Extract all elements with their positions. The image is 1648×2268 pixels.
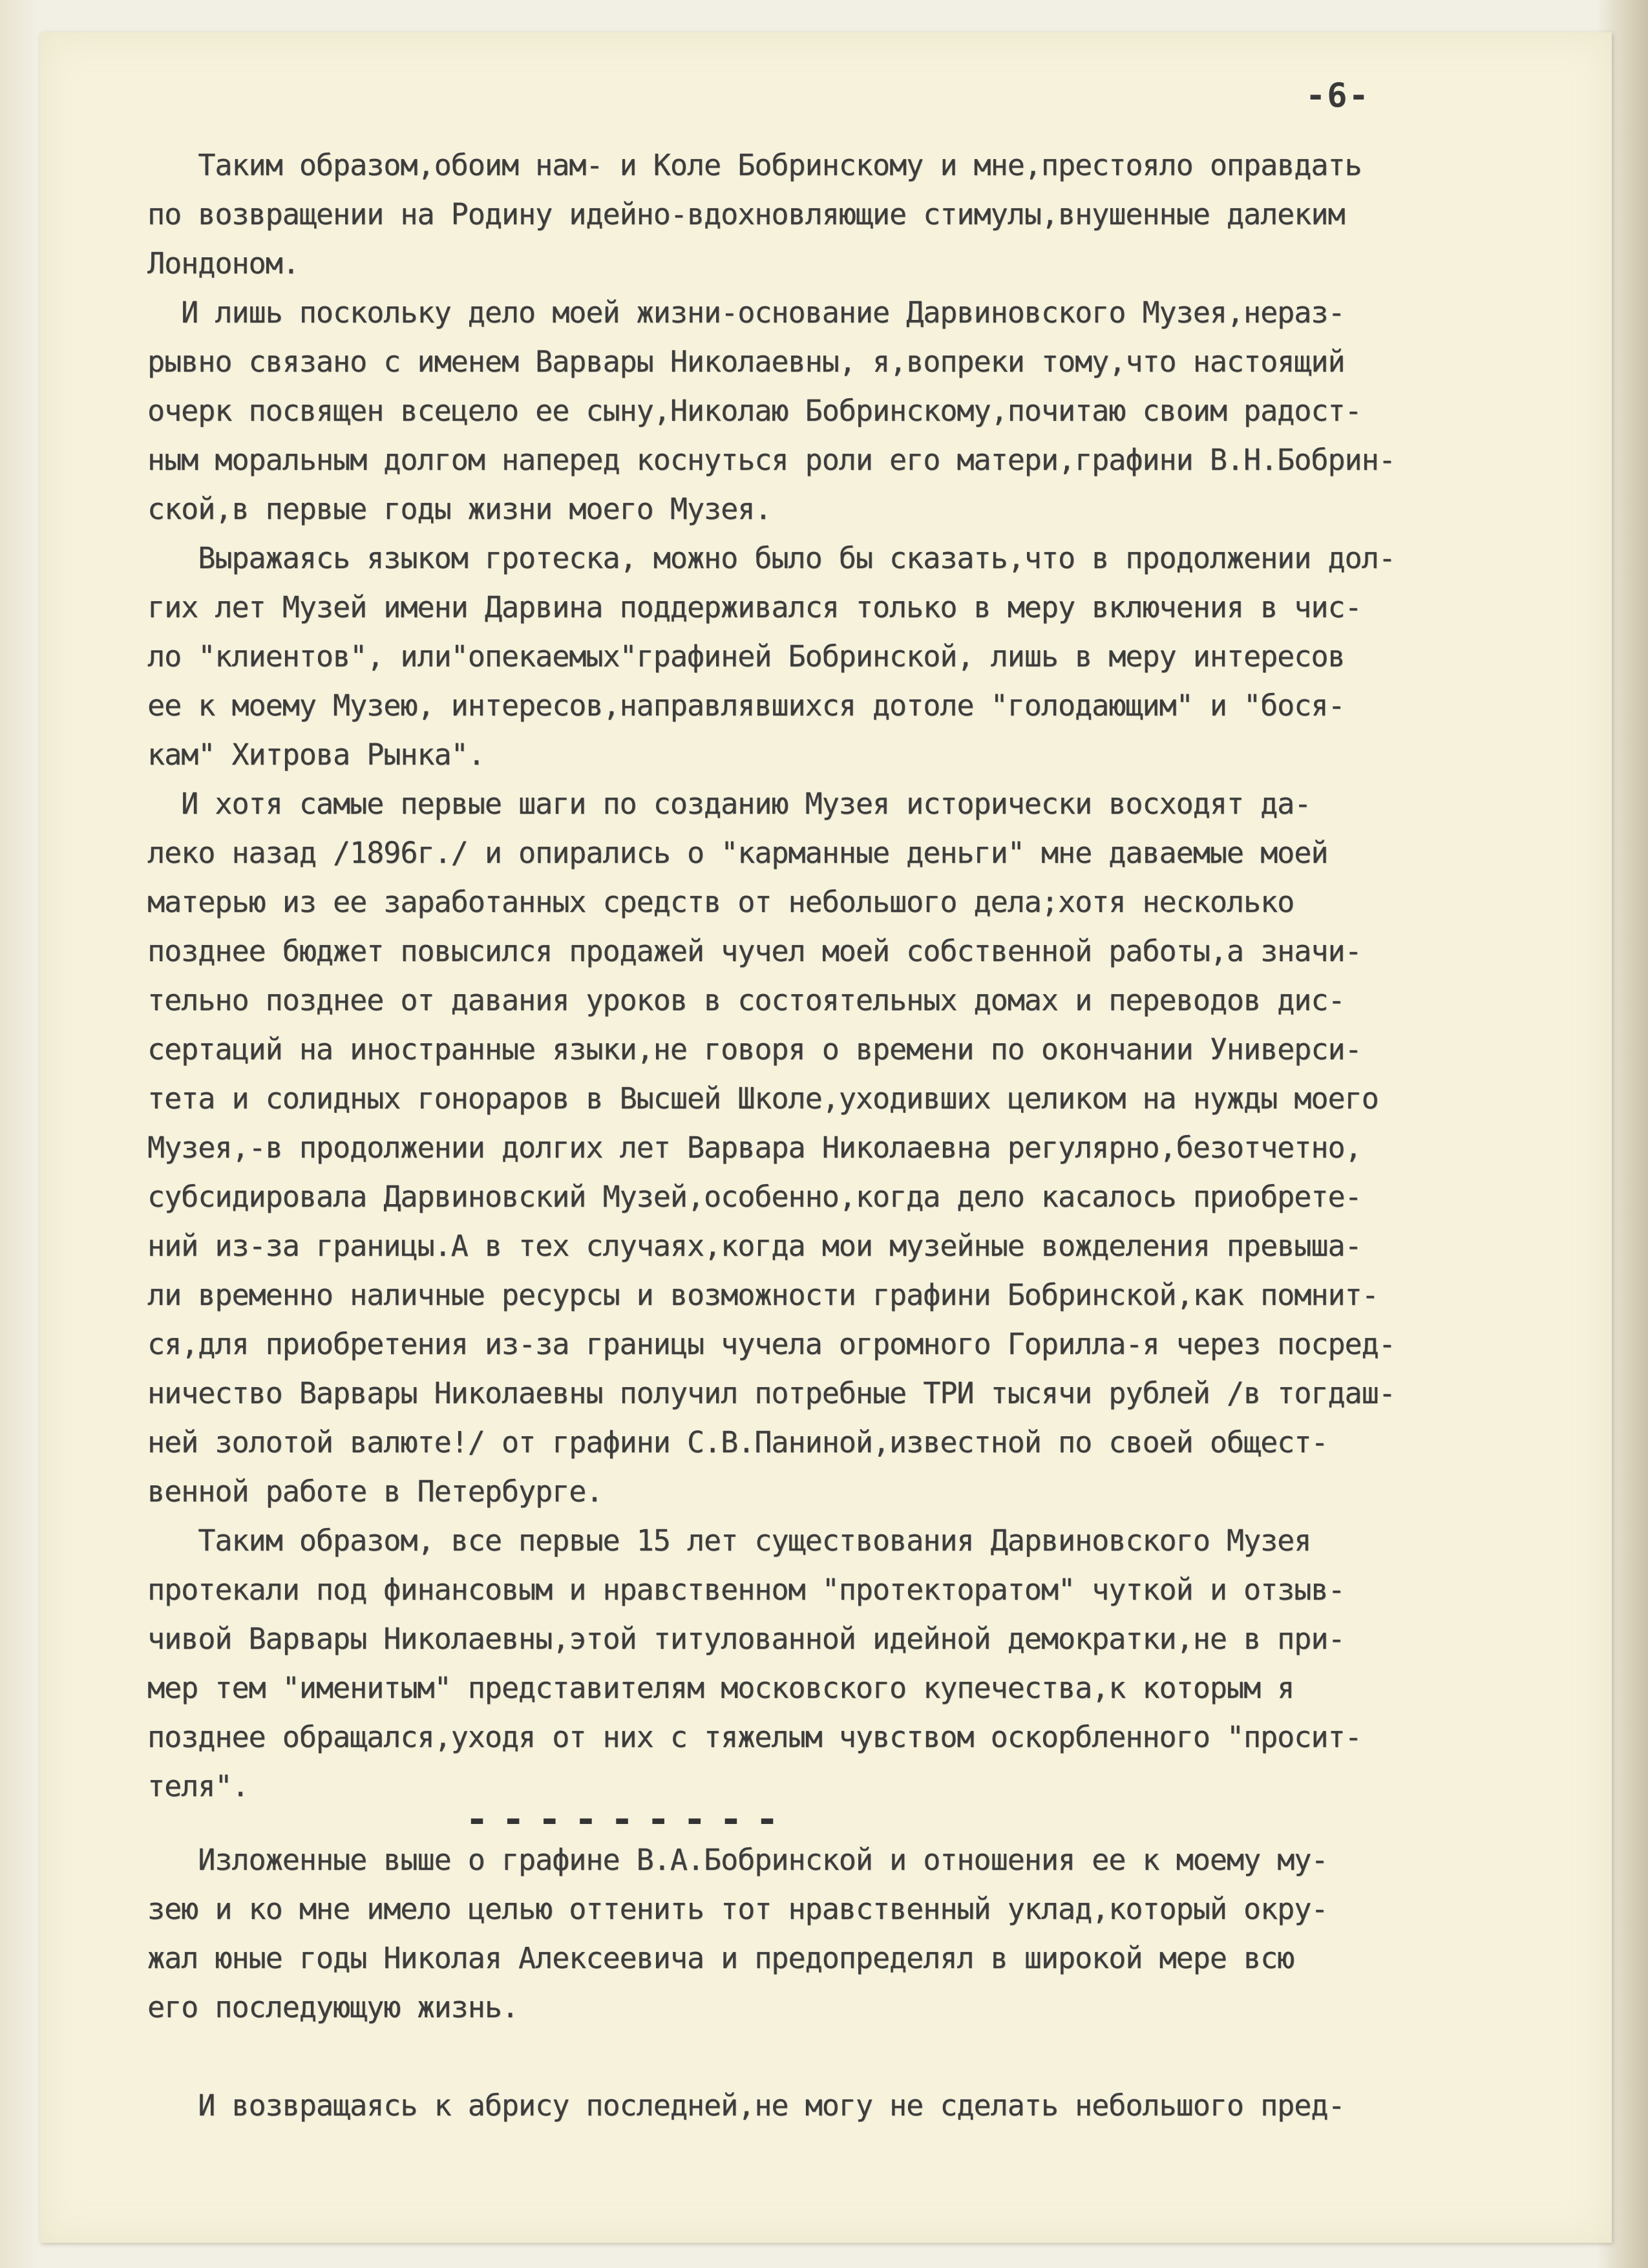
text-line: ло "клиентов", или"опекаемых"графиней Бобринской, лишь в меру интересов <box>147 639 1345 673</box>
text-line: жал юные годы Николая Алексеевича и предопределял в широкой мере всю <box>147 1941 1294 1975</box>
text-line: сертаций на иностранные языки,не говоря о времени по окончании Универси- <box>147 1032 1362 1066</box>
text-line: И возвращаясь к абрису последней,не могу не сделать небольшого пред- <box>147 2088 1345 2123</box>
text-line: ской,в первые годы жизни моего Музея. <box>147 492 772 526</box>
text-line: тета и солидных гонораров в Высшей Школе,уходивших целиком на нужды моего <box>147 1081 1379 1116</box>
text-line: И хотя самые первые шаги по созданию Музея исторически восходят да- <box>147 787 1311 821</box>
text-line: ным моральным долгом наперед коснуться роли его матери,графини В.Н.Бобрин- <box>147 443 1395 477</box>
text-line: зею и ко мне имело целью оттенить тот нравственный уклад,который окру- <box>147 1892 1328 1926</box>
text-line: кам" Хитрова Рынка". <box>147 737 485 772</box>
text-line: его последующую жизнь. <box>147 1990 519 2024</box>
text-line: Выражаясь языком гротеска, можно было бы сказать,что в продолжении дол- <box>147 541 1395 575</box>
text-line: теля". <box>147 1769 249 1803</box>
text-line: ний из-за границы.А в тех случаях,когда мои музейные вожделения превыша- <box>147 1229 1362 1263</box>
main-text-block <box>147 141 1595 1811</box>
page-number: -6- <box>1305 76 1370 115</box>
text-line: чивой Варвары Николаевны,этой титулованной идейной демократки,не в при- <box>147 1622 1345 1656</box>
text-line: позднее бюджет повысился продажей чучел моей собственной работы,а значи- <box>147 934 1362 968</box>
closing-text-block <box>147 1836 1595 2130</box>
text-line: позднее обращался,уходя от них с тяжелым чувством оскорбленного "просит- <box>147 1720 1362 1754</box>
text-line: венной работе в Петербурге. <box>147 1474 603 1509</box>
text-line: протекали под финансовым и нравственном "протекторатом" чуткой и отзыв- <box>147 1573 1345 1607</box>
text-line: гих лет Музей имени Дарвина поддерживался только в меру включения в чис- <box>147 590 1362 624</box>
text-line: по возвращении на Родину идейно-вдохновляющие стимулы,внушенные далеким <box>147 197 1345 231</box>
text-line: тельно позднее от давания уроков в состоятельных домах и переводов дис- <box>147 983 1345 1017</box>
text-line: субсидировала Дарвиновский Музей,особенно,когда дело касалось приобрете- <box>147 1180 1362 1214</box>
text-line: И лишь поскольку дело моей жизни-основание Дарвиновского Музея,нераз- <box>147 295 1345 330</box>
text-line: ней золотой валюте!/ от графини С.В.Паниной,известной по своей общест- <box>147 1425 1328 1459</box>
text-line: Таким образом,обоим нам- и Коле Бобринскому и мне,престояло оправдать <box>147 148 1362 182</box>
text-line: очерк посвящен всецело ее сыну,Николаю Бобринскому,почитаю своим радост- <box>147 394 1362 428</box>
text-line: ничество Варвары Николаевны получил потребные ТРИ тысячи рублей /в тогдаш- <box>147 1376 1395 1410</box>
text-line: ся,для приобретения из-за границы чучела огромного Горилла-я через посред- <box>147 1327 1395 1361</box>
text-line: Музея,-в продолжении долгих лет Варвара Николаевна регулярно,безотчетно, <box>147 1130 1362 1165</box>
text-line <box>147 2032 1595 2081</box>
text-line: рывно связано с именем Варвары Николаевны, я,вопреки тому,что настоящий <box>147 344 1345 379</box>
text-line: ли временно наличные ресурсы и возможности графини Бобринской,как помнит- <box>147 1278 1379 1312</box>
text-line: Изложенные выше о графине В.А.Бобринской и отношения ее к моему му- <box>147 1843 1328 1877</box>
text-line: леко назад /1896г./ и опирались о "карманные деньги" мне даваемые моей <box>147 836 1328 870</box>
text-line: матерью из ее заработанных средств от небольшого дела;хотя несколько <box>147 885 1294 919</box>
section-separator: --------- <box>465 1797 792 1842</box>
text-line: Таким образом, все первые 15 лет существования Дарвиновского Музея <box>147 1523 1311 1558</box>
text-line: ее к моему Музею, интересов,направлявшихся дотоле "голодающим" и "бося- <box>147 688 1345 723</box>
text-line: Лондоном. <box>147 246 299 281</box>
text-line: мер тем "именитым" представителям московского купечества,к которым я <box>147 1671 1294 1705</box>
